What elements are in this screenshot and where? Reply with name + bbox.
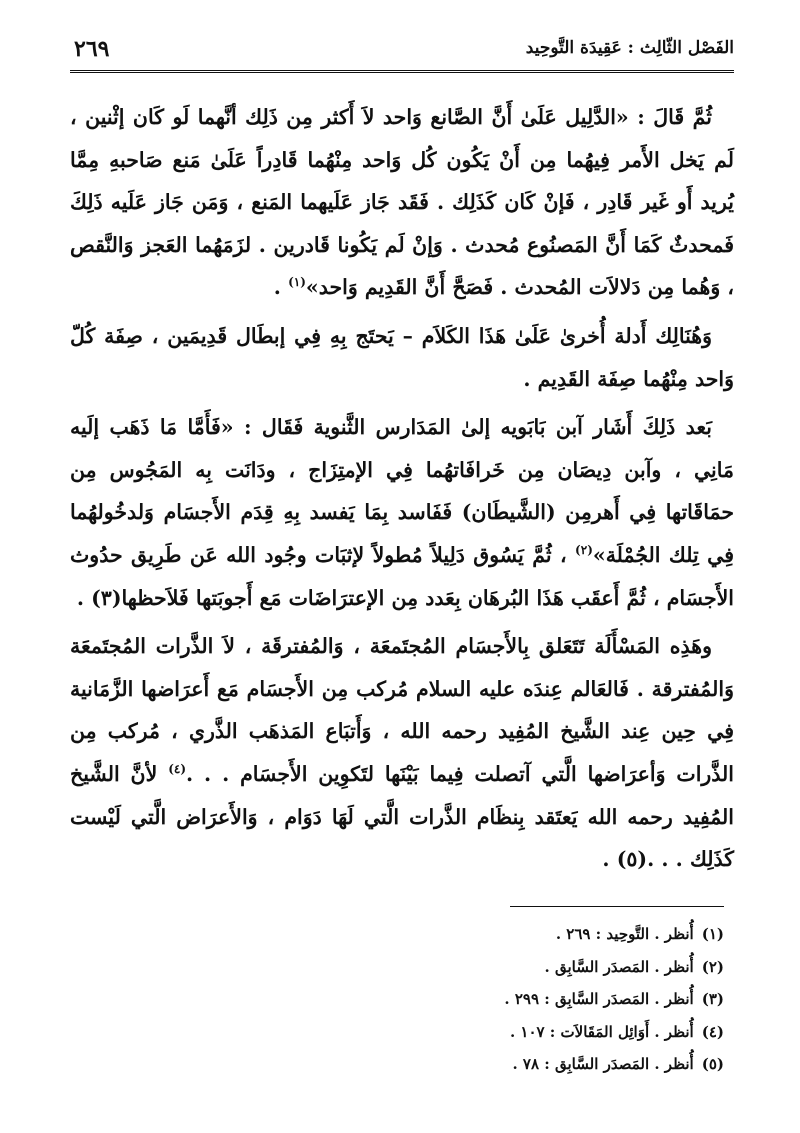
running-title: الفَصْل الثّالِث : عَقِيدَة التَّوحِيد xyxy=(525,38,734,58)
footnote-text: أُنظر . المَصدَر السَّابِق : ٧٨ . xyxy=(512,1055,694,1073)
paragraph-tail: لأنَّ الشَّيخ المُفِيد رحمه الله يَعتَقد بِنظَام الذَّرات الَّتي لَهَا دَوَام ، وَالأَعرَاض الَّتي لَيْست كَذَلِك . . .(٥) . xyxy=(70,761,734,872)
paragraph-tail: ، ثُمَّ يَسُوق دَلِيلاً مُطولاً لإثبَات وجُود الله عَن طَرِيق حدُوث الأَجسَام ، ثُمَّ أَعقَب هَذَا البُرهَان بِعَدد مِن الإعترَاضَات مَع أَجوبَتها فَلاَحظها(٣) . xyxy=(70,542,734,610)
paragraph xyxy=(70,96,734,309)
paragraph-tail: . xyxy=(273,275,289,300)
footnote-number: (٤) xyxy=(701,1022,724,1041)
paragraph-text: وَهُنَالِك أَدلة أُخرىٰ عَلَىٰ هَذَا الكَلاَم – يَحتَج بِهِ فِي إبطَال قَدِيمَين ، صِفَة كُلّ وَاحد مِنْهُما صِفَة القَدِيم . xyxy=(70,323,734,391)
footnote-item xyxy=(70,1016,724,1049)
page-number: ٢٦٩ xyxy=(74,36,110,62)
footnote-text: أُنظر . التَّوحِيد : ٢٦٩ . xyxy=(555,925,694,943)
footnote-text: أُنظر . المَصدَر السَّابِق : ٢٩٩ . xyxy=(504,990,694,1008)
footnote-number: (٢) xyxy=(701,957,724,976)
footnote-number: (٥) xyxy=(701,1055,724,1073)
footnotes xyxy=(70,918,724,1081)
footnote-number: (٣) xyxy=(701,990,724,1008)
page-header xyxy=(70,30,734,73)
main-text xyxy=(70,96,734,887)
footnote-item xyxy=(70,1048,724,1081)
paragraph xyxy=(70,406,734,619)
footnote-marker: (٤) xyxy=(168,762,187,777)
footnote-item xyxy=(70,983,724,1016)
footnote-text: أُنظر . أَوَائِل المَقَالاَت : ١٠٧ . xyxy=(509,1022,694,1041)
paragraph-text: ثُمَّ قَالَ : «الدَّلِيل عَلَىٰ أَنَّ الصَّانع وَاحد لاَ أَكثر مِن ذَلِك أنَّهما لَو كَان إثْنين ، لَم يَخل الأَمر فِيهُما مِن أَنْ يَكُون كُل وَاحد مِنْهُما قَادِراً عَلَىٰ مَنع صَاحبهِ مِمَّا يُريد أَو غَير قَادِر ، فَإنْ كَان كَذَلِك . فَقَد جَاز عَلَيهما المَنع ، وَمَن جَاز عَلَيه ذَلِكَ فَمحدثٌ كَمَا أَنَّ المَصنُوع مُحدث . وَإنْ لَم يَكُونا قَادرين . لزَمَهُما العَجز وَالنَّقص ، وَهُما مِن دَلالاَت المُحدث . فَصَحَّ أَنَّ القَدِيم وَاحد» xyxy=(70,105,734,300)
paragraph-text: وهَذِه المَسْأَلَة تَتَعَلق بِالأَجسَام المُجتَمعَة ، وَالمُفترقَة ، لاَ الذَّرات المُجتَمعَة وَالمُفترقة . فَالعَالم عِندَه عليه السلام مُركب مِن الأَجسَام مَع أَعرَاضها الزَّمَانية فِي حِين عِند الشَّيخ المُفِيد رحمه الله ، وَأَتبَاع المَذهَب الذَّري ، مُركب مِن الذَّرات وَأعرَاضها الَّتي آتصلت فِيما بَيْنَها لتَكوِين الأَجسَام . . . xyxy=(70,634,734,786)
footnote-number: (١) xyxy=(701,925,724,943)
footnote-marker: (٢) xyxy=(575,543,593,558)
paragraph-text: بَعد ذَلِكَ أَشَار آبن بَابَويه إلىٰ المَدَارس الثَّنوية فَقَال : «فَأَمَّا مَا ذَهَب إلَيه مَانِي ، وآبن دِيصَان مِن خَرافَاتهُما فِي الإمتِزَاج ، ودَانَت بِه المَجُوس مِن حمَاقَاتها فِي أَهرمِن (الشَّيطَان) فَفَاسد بِمَا يَفسد بِهِ قِدَم الأَجسَام وَلدخُولهُما فِي تِلك الجُمْلَة» xyxy=(70,415,734,567)
footnote-item xyxy=(70,951,724,984)
footnote-item xyxy=(70,918,724,951)
paragraph xyxy=(70,315,734,400)
footnote-text: أُنظر . المَصدَر السَّابِق . xyxy=(544,957,694,976)
footnote-divider xyxy=(510,906,724,907)
paragraph xyxy=(70,625,734,881)
footnote-marker: (١) xyxy=(288,275,306,290)
